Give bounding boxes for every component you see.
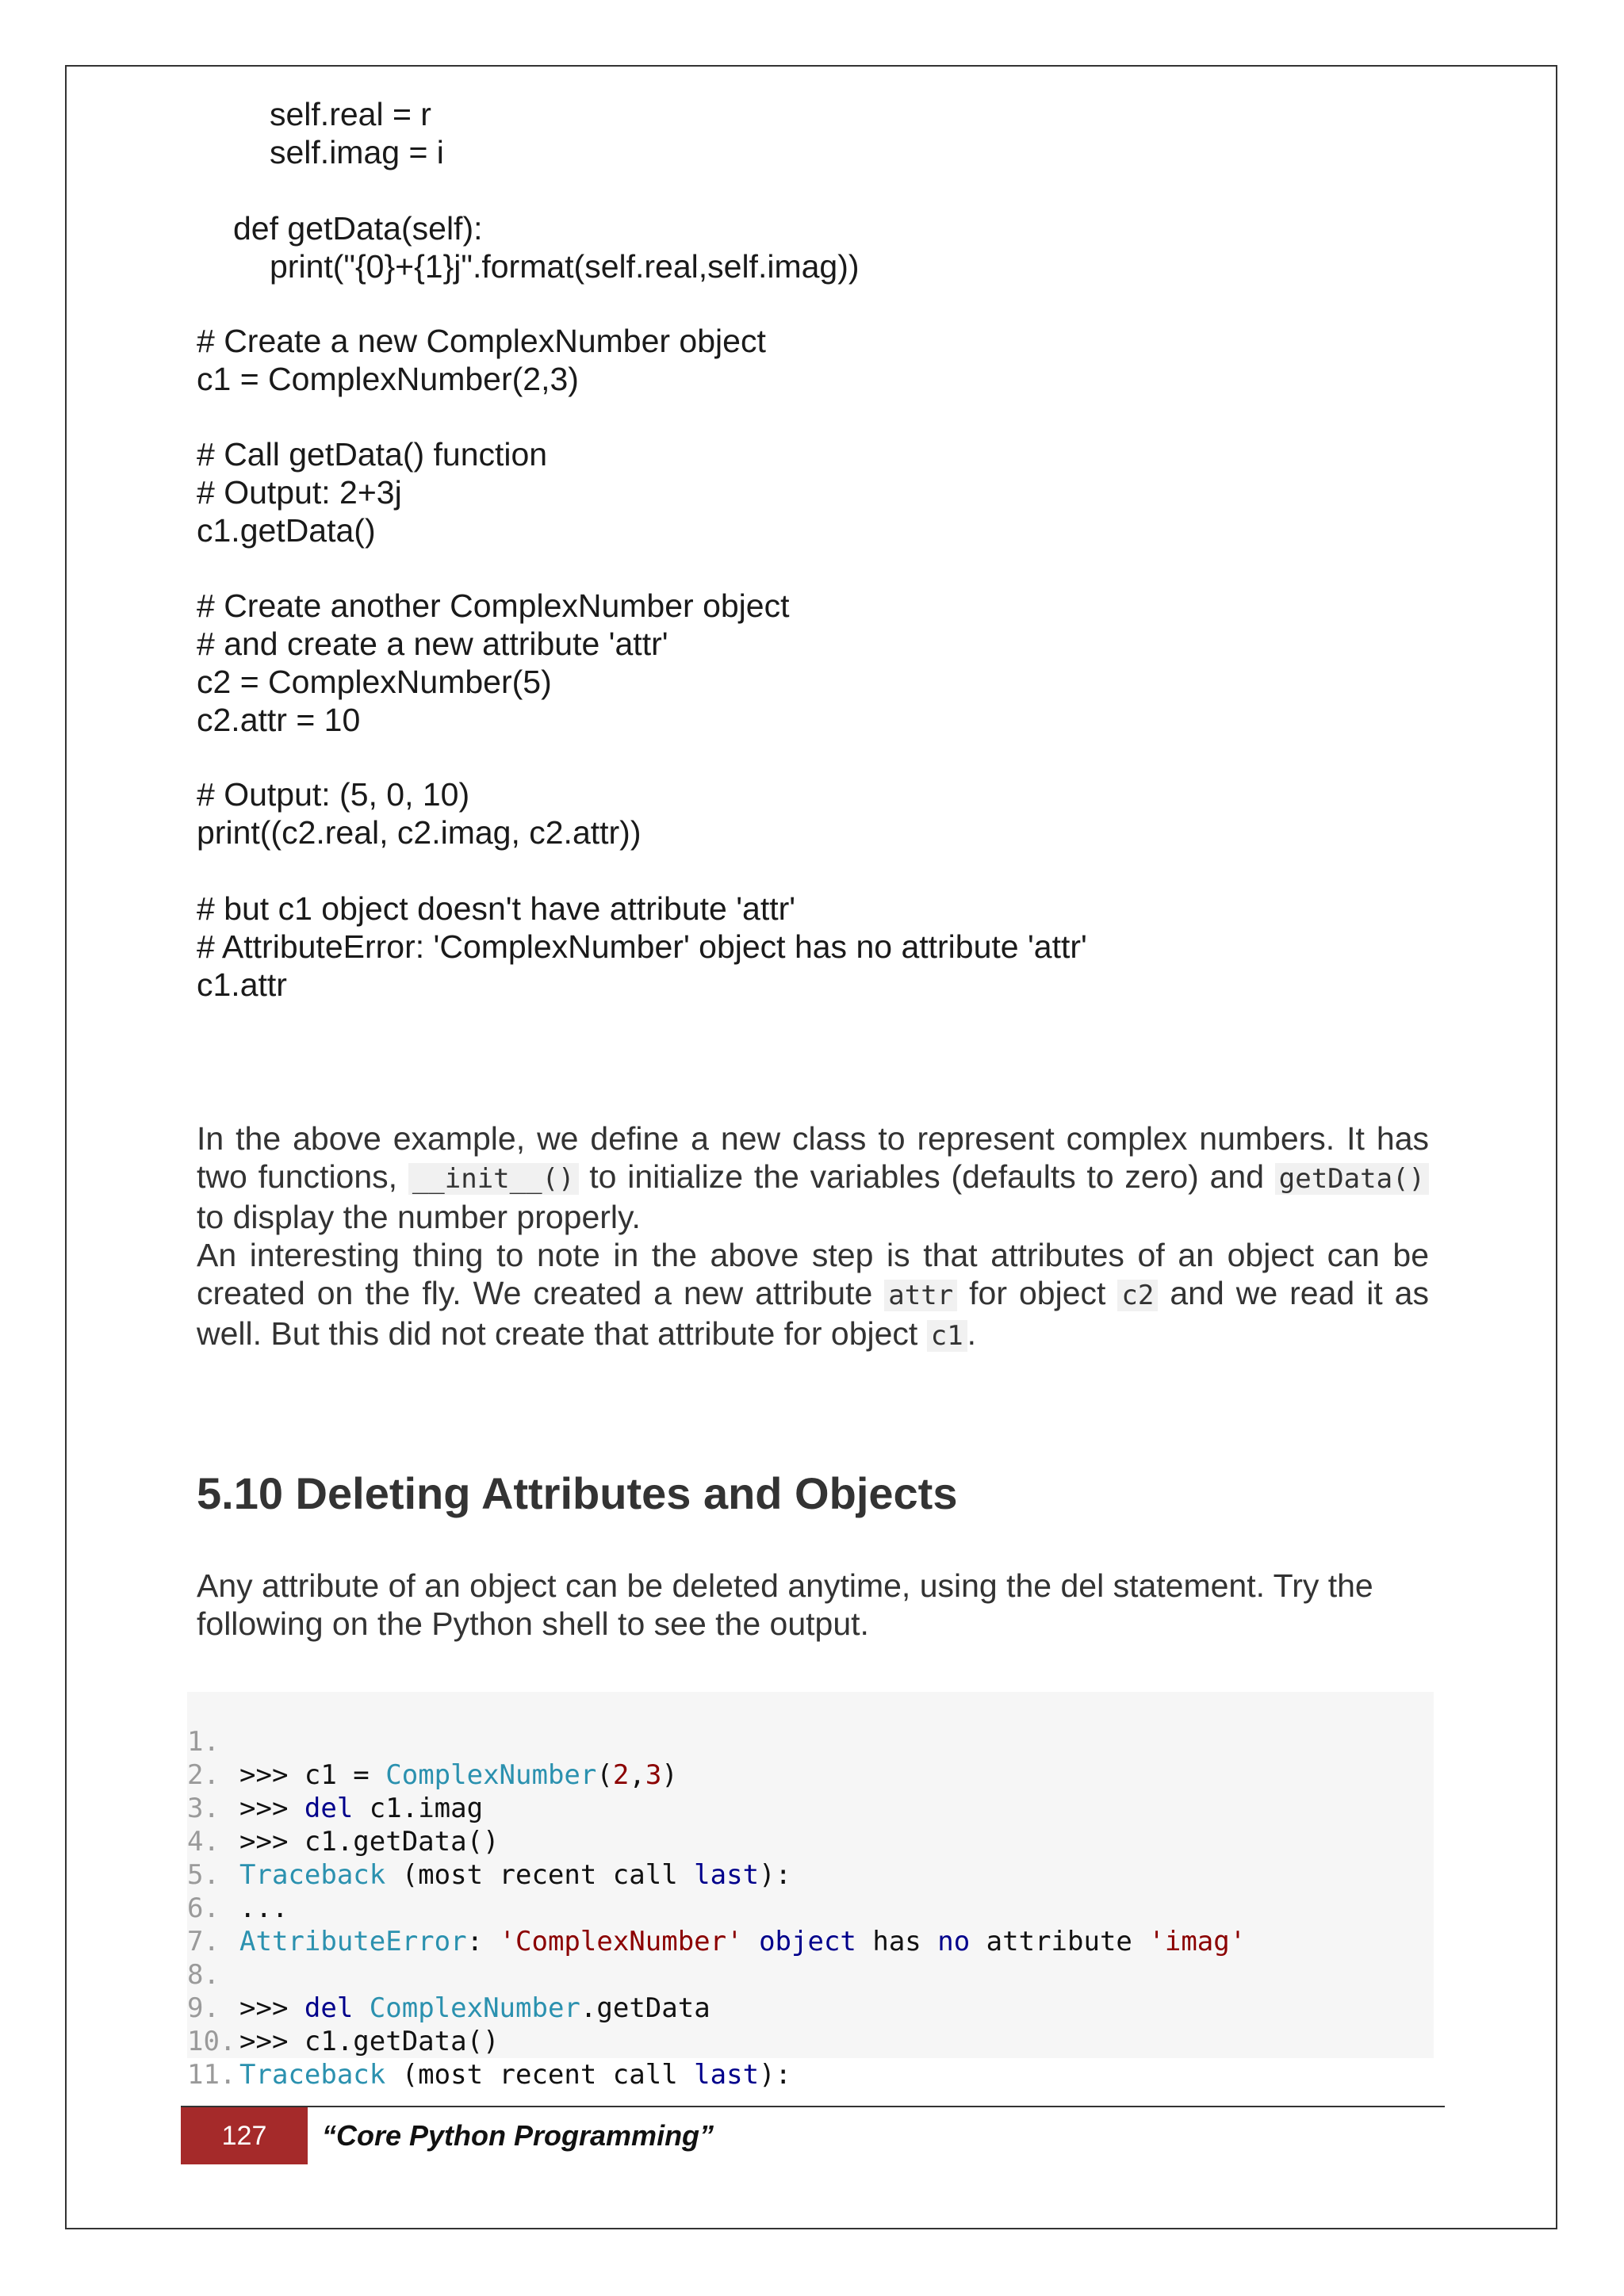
code-token: c1.getData() xyxy=(304,1826,500,1858)
number-literal: 2 xyxy=(612,1759,630,1791)
code-token: attribute xyxy=(970,1926,1149,1957)
code-line: c1.attr xyxy=(197,966,287,1003)
code-line: c1 = ComplexNumber(2,3) xyxy=(197,361,579,397)
string-literal: 'imag' xyxy=(1148,1926,1247,1957)
inline-code: c1 xyxy=(927,1320,967,1352)
code-line: c1.getData() xyxy=(197,512,376,549)
code-comment: # Output: 2+3j xyxy=(197,474,402,511)
inline-code: attr xyxy=(884,1280,957,1311)
line-number: 5. xyxy=(187,1859,220,1891)
code-token: .getData xyxy=(580,1992,710,2024)
line-number: 11. xyxy=(187,2059,236,2091)
code-line: c2.attr = 10 xyxy=(197,702,361,738)
code-comment: # AttributeError: 'ComplexNumber' object has no attribute 'attr' xyxy=(197,928,1087,965)
code-token: , xyxy=(629,1759,645,1791)
line-number: 10. xyxy=(187,2026,236,2057)
code-token: (most recent call xyxy=(385,2059,695,2091)
explanation xyxy=(197,1119,1429,1355)
code-row xyxy=(187,2025,252,2091)
code-comment: # Create a new ComplexNumber object xyxy=(197,323,766,359)
code-comment: # and create a new attribute 'attr' xyxy=(197,626,668,662)
code-token: has xyxy=(856,1926,938,1957)
text-run: An interesting thing to note in the above step is that attributes of an object can be created on the fly. We created a new attribute xyxy=(197,1237,1429,1311)
code-token: c1.getData() xyxy=(304,2026,500,2057)
keyword: no xyxy=(937,1926,971,1957)
code-token: ) xyxy=(661,1759,678,1791)
page-number: 127 xyxy=(181,2107,308,2164)
keyword: last xyxy=(694,1859,760,1891)
code-token: ( xyxy=(596,1759,613,1791)
keyword: del xyxy=(304,1793,354,1824)
code-comment: # Call getData() function xyxy=(197,436,548,473)
prompt: >>> xyxy=(239,2026,304,2057)
string-literal: 'ComplexNumber' xyxy=(499,1926,743,1957)
code-token: ): xyxy=(759,1859,792,1891)
shell-code-block xyxy=(187,1692,1434,2091)
number-literal: 3 xyxy=(645,1759,662,1791)
line-number: 3. xyxy=(187,1793,220,1824)
keyword: last xyxy=(694,2059,760,2091)
text-run: . xyxy=(967,1315,977,1352)
line-number: 9. xyxy=(187,1992,220,2024)
prompt: >>> xyxy=(239,1759,304,1791)
line-number: 4. xyxy=(187,1826,220,1858)
class-name: Traceback xyxy=(239,2059,386,2091)
line-number: 8. xyxy=(187,1959,220,1991)
class-name: ComplexNumber xyxy=(369,1992,580,2024)
code-row xyxy=(187,1825,289,1924)
line-number: 2. xyxy=(187,1759,220,1791)
line-number: 1. xyxy=(187,1726,220,1758)
code-row xyxy=(187,1892,252,1957)
class-name: ComplexNumber xyxy=(385,1759,597,1791)
text-run: to initialize the variables (defaults to zero) and xyxy=(578,1158,1275,1195)
code-line: def getData(self): xyxy=(233,210,483,247)
code-token xyxy=(353,1992,369,2024)
code-token: c1.imag xyxy=(353,1793,484,1824)
line-number: 6. xyxy=(187,1892,220,1924)
code-line: print("{0}+{1}j".format(self.real,self.imag)) xyxy=(270,248,860,285)
code-token: (most recent call xyxy=(385,1859,695,1891)
code-row xyxy=(187,1725,484,1824)
text-run: and we read it as well. But this did not create that attribute for object xyxy=(197,1275,1429,1352)
code-comment: # Create another ComplexNumber object xyxy=(197,587,790,624)
code-line: self.imag = i xyxy=(270,134,444,170)
code-token xyxy=(743,1926,759,1957)
book-title: “Core Python Programming” xyxy=(322,2119,714,2152)
code-comment: # Output: (5, 0, 10) xyxy=(197,776,470,813)
code-token: ... xyxy=(239,1892,289,1924)
code-row xyxy=(187,1692,678,1791)
code-line: self.real = r xyxy=(270,96,431,132)
code-line: c2 = ComplexNumber(5) xyxy=(197,664,552,700)
code-token: : xyxy=(466,1926,500,1957)
section-heading: 5.10 Deleting Attributes and Objects xyxy=(197,1468,958,1518)
section-intro: Any attribute of an object can be deleted anytime, using the del statement. Try the following on the Python shell to see the output. xyxy=(197,1567,1373,1642)
explanation-paragraph-2 xyxy=(197,1236,1429,1355)
text-run: In the above example, we define a new class to represent complex numbers. It has two functions, xyxy=(197,1120,1429,1195)
inline-code: __init__() xyxy=(408,1163,579,1195)
code-comment: # but c1 object doesn't have attribute 'attr' xyxy=(197,890,796,927)
code-token: ): xyxy=(759,2059,792,2091)
text-run: for object xyxy=(957,1275,1118,1311)
explanation-paragraph-1 xyxy=(197,1119,1429,1236)
keyword: del xyxy=(304,1992,354,2024)
prompt: >>> xyxy=(239,1793,304,1824)
code-line: print((c2.real, c2.imag, c2.attr)) xyxy=(197,814,642,851)
inline-code: c2 xyxy=(1117,1280,1158,1311)
class-name: AttributeError xyxy=(239,1926,467,1957)
prompt: >>> xyxy=(239,1826,304,1858)
prompt: >>> xyxy=(239,1992,304,2024)
keyword: object xyxy=(759,1926,856,1957)
text-run: to display the number properly. xyxy=(197,1199,641,1235)
code-token: c1 = xyxy=(304,1759,386,1791)
class-name: Traceback xyxy=(239,1859,386,1891)
line-number: 7. xyxy=(187,1926,220,1957)
inline-code: getData() xyxy=(1275,1163,1429,1195)
